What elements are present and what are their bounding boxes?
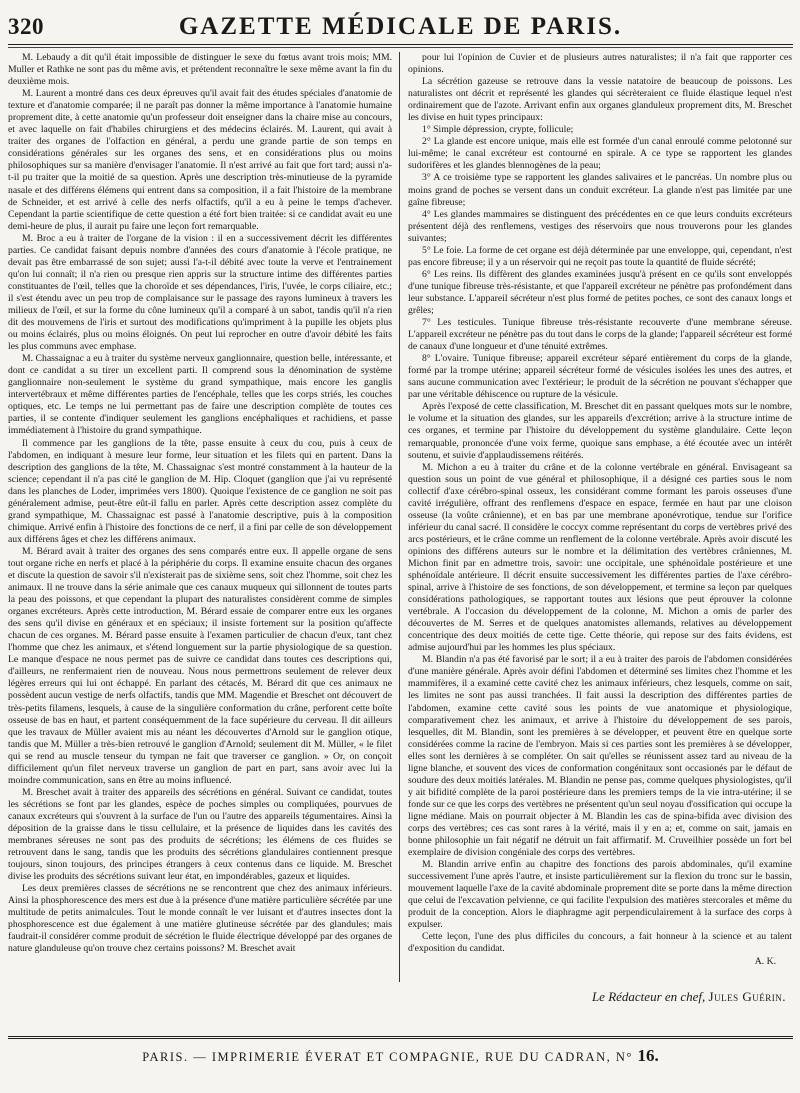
column-divider (399, 52, 400, 982)
list-item: 5° Le foie. La forme de cet organe est déjà déterminée par une enveloppe, qui, cependant, n'est pas encore fibreuse; il y a un réservoir qui ne reçoit pas toute la quantité de fluide sécrété; (408, 244, 792, 268)
paragraph: M. Bérard avait à traiter des organes des sens comparés entre eux. Il appelle organe de sens tout organe riche en nerfs et placé à la périphérie du corps. Il examine ensuite chacun des organes et discute la question de savoir s'il n'existerait pas de sixième sens, soit chez l'homme, soit chez les animaux. Il ne trouve dans la série animale que ces canaux muqueux qui sillonnent de toutes parts la peau des poissons, et que cependant la plupart des naturalistes considèrent comme de simples organes excréteurs. Après cette introduction, M. Bérard essaie de comparer entre eux les organes des sens qu'il divise en généraux et en spéciaux; il insiste fortement sur la position qu'affecte chacun de ces organes. M. Bérard passe ensuite à l'examen particulier de chacun d'eux, tant chez l'homme que chez les animaux, et s'étend longuement sur la partie physiologique de sa question. Le manque d'espace ne nous permet pas de suivre ce candidat dans toutes ces descriptions qui, d'ailleurs, ne renfermaient rien de nouveau. Nous nous permettrons seulement de relever deux légères erreurs qui lui ont échappé. En parlant des cétacés, M. Bérard dit que ces animaux ne possèdent aucun vestige de nerfs olfactifs, tandis que MM. Magendie et Breschet ont découvert de très-petits filamens, lesquels, à cause de la singulière conformation du crâne, perforent cette boîte osseuse de bas en haut, et partent conséquemment de la face supérieure du cerveau. Il dit ailleurs que les travaux de Müller avaient mis au néant les découvertes d'Arnold sur le ganglion otique, tandis que M. Müller a très-bien retrouvé le ganglion d'Arnold; seulement dit M. Müller, « le filet qui se rend au muscle tenseur du tympan ne fait que traverser ce ganglion. » Or, on conçoit difficilement qu'un filet nerveux traverse un ganglion de part en part, sans avoir avec lui la moindre communication, sans en être au moins influencé. (8, 545, 392, 786)
header-rule (8, 47, 793, 48)
footer-printer: — IMPRIMERIE ÉVERAT ET COMPAGNIE, RUE DU CADRAN, N° (193, 1050, 633, 1064)
paragraph: Il commence par les ganglions de la tête, passe ensuite à ceux du cou, puis à ceux de l'abdomen, en indiquant à mesure leur forme, leur situation et les filets qui en partent. Dans la description des ganglions de la tête, M. Chassaignac s'est montré constamment à la hauteur de la science; cependant il n'a pas cité le ganglion de M. Hip. Cloquet (ganglion que j'ai vu représenté dans les planches de Loder, imprimées vers 1800). Quoique l'existence de ce ganglion ne soit pas généralement admise, peut-être eût-il fallu en parler. Après cette description assez complète du grand sympathique, M. Chassaignac est passé à l'anatomie descriptive, puis à la composition chimique. Arrivé enfin à l'histoire des fonctions de ce nerf, il a fini par celle de son développement aux différens âges et chez les différens animaux. (8, 437, 392, 545)
list-item: 6° Les reins. Ils diffèrent des glandes examinées jusqu'à présent en ce qu'ils sont enveloppés d'une tunique fibreuse très-résistante, et que l'appareil excréteur ne pénètre pas profondément dans leur substance. L'appareil sécréteur n'est plus formé de petites poches, ce sont des canaux longs et grêles; (408, 268, 792, 316)
list-item: 3° A ce troisième type se rapportent les glandes salivaires et le pancréas. Un nombre plus ou moins grand de poches se versent dans un conduit excréteur. La glande n'est pas limitée par une gaîne fibreuse; (408, 172, 792, 208)
page-number: 320 (8, 14, 44, 39)
list-item: 2° La glande est encore unique, mais elle est formée d'un canal enroulé comme pelotonné sur lui-même; le canal excréteur est contourné en spirale. A ce type se rapportent les glandes sudorifères et les glandes blennogènes de la peau; (408, 136, 792, 172)
paragraph: La sécrétion gazeuse se retrouve dans la vessie natatoire de beaucoup de poissons. Les naturalistes ont décrit et représenté les glandes qui sécrèteraient ce fluide élastique lequel n'est ordinairement que de l'azote. Arrivant enfin aux organes glanduleux proprement dits, M. Breschet les divise en huit types principaux: (408, 76, 792, 124)
left-column (8, 52, 392, 982)
paragraph: M. Blandin arrive enfin au chapitre des fonctions des parois abdominales, qu'il examine successivement l'une après l'autre, et insiste particulièrement sur la flexion du tronc sur le bassin, mouvement laquelle l'axe de la cavité abdominale proprement dite se porte dans la même direction que celui de l'excavation pelvienne, ce qui facilite l'expulsion des matières stercorales et même du produit de la conception. Alors le diaphragme agit perpendiculairement à la surface des corps à expulser. (408, 859, 792, 931)
page-header (8, 10, 793, 45)
list-item: 4° Les glandes mammaires se distinguent des précédentes en ce que leurs conduits excréteurs présentent déjà des renflemens, vestiges des réservoirs que nous trouverons pour les glandes suivantes; (408, 208, 792, 244)
list-item: 7° Les testicules. Tunique fibreuse très-résistante recouverte d'une membrane séreuse. L'appareil excréteur ne pénètre pas du tout dans le corps de la glande; l'appareil sécréteur est formé de canaux d'une longueur et d'une ténuité extrêmes. (408, 317, 792, 353)
footer-rule (8, 1036, 793, 1039)
list-item: 1° Simple dépression, crypte, follicule; (422, 124, 574, 136)
right-column (408, 52, 792, 982)
footer-city: PARIS. (142, 1050, 189, 1064)
paragraph: Cette leçon, l'une des plus difficiles du concours, a fait honneur à la science et au talent d'exposition du candidat. (408, 931, 792, 955)
editor-signature (592, 989, 786, 1005)
author-initials: A. K. (754, 955, 776, 967)
paragraph: M. Breschet avait à traiter des appareils des sécrétions en général. Suivant ce candidat, toutes les sécrétions se font par les glandes, espèce de poches simples ou compliquées, pourvues de canaux excréteurs qui s'ouvrent à la surface de l'un ou l'autre des appareils tégumentaires. Ainsi la déposition de la graisse dans le tissu cellulaire, et la présence de liquides dans les cavités des membranes séreuses ne sont pas des produits de sécrétions; les élémens de ces fluides se retrouvent dans le sang, tandis que les produits des sécrétions glandulaires contiennent presque toujours, sinon toujours, des principes étrangers à ceux contenus dans ce liquide. M. Breschet divise les produits des sécrétions suivant leur état, en impondérables, gazeux et liquides. (8, 786, 392, 883)
paragraph: M. Michon a eu à traiter du crâne et de la colonne vertébrale en général. Envisageant sa question sous un point de vue général et philosophique, il a désigné ces parties sous le nom collectif d'axe cérébro-spinal osseux, les considérant comme formant les parois osseuses d'une cavité irrégulière, offrant des renflemens d'espace en espace, fermée en haut par une cloison osseuse (la voûte crânienne), et en bas par une membrane aponévrotique, tendue sur l'orifice inférieur du canal sacré. Il considère le coccyx comme représentant du corps de vertèbres privé des arcs postérieurs, et le crâne comme un renflement de la colonne vertébrale. Après avoir discuté les opinions des différens auteurs sur le nombre et la délimitation des vertèbres crâniennes, M. Michon finit par en admettre trois, savoir: une occipitale, une sphénoïdale postérieure et une sphénoïdale antérieure. Il décrit ensuite successivement les différentes parties de l'axe cérébro-spinal, arrive à l'histoire de ses fonctions, de son développement, et termine sa leçon par quelques considérations pathologiques, se rapportant toutes aux lésions que peut éprouver la colonne vertébrale. A l'occasion du développement de la colonne, M. Michon a omis de parler des découvertes de M. Serres et de quelques anatomistes allemands, relatives au développement concentrique des deux moitiés de cette tige. Cette théorie, qui repose sur des faits évidens, est admise aujourd'hui par les hommes les plus spéciaux. (408, 461, 792, 654)
paragraph: Les deux premières classes de sécrétions ne se rencontrent que chez des animaux inférieurs. Ainsi la phosphorescence des mers est due à la présence d'une matière particulière sécrétée par une multitude de petits animalcules. Tout le monde connaît le ver luisant et d'autres insectes dont la phosphorescence est due également à une matière glutineuse sécrétée par des glandules; mais faudrait-il considérer comme produit de sécrétion le fluide électrique développé par des organes de nature glanduleuse qu'on trouve chez certains poissons? M. Breschet avait (8, 883, 392, 955)
paragraph: M. Laurent a montré dans ces deux épreuves qu'il avait fait des études spéciales d'anatomie de texture et d'anatomie comparée; il ne paraît pas donner la même importance à l'anatomie humaine proprement dite, à cette anatomie qu'un professeur doit enseigner dans la chaire mise au concours, et avec laquelle on fait d'habiles chirurgiens et des médecins éclairés. M. Laurent, qui avait à traiter des organes de l'olfaction en général, a perdu une grande partie de son temps en considérations générales sur les organes des sens, et en considérations plus ou moins philosophiques sur sa manière d'envisager l'anatomie. Il n'est arrivé au fait que fort tard; aussi n'a-t-il pu traiter que la moitié de sa question. Après une description très-minutieuse de la pyramide nasale et des différens élémens qui entrent dans sa composition, il a fait l'histoire de la membrane de Schneider, et est arrivé à celle des nerfs olfactifs, qu'il a eu à peine le temps d'achever. Cependant la partie scientifique de cette question a été fort bien traitée: si ce candidat avait eu une demi-heure de plus, il aurait pu faire une leçon fort remarquable. (8, 88, 392, 232)
paragraph: M. Lebaudy a dit qu'il était impossible de distinguer le sexe du fœtus avant trois mois; MM. Muller et Rathke ne sont pas du même avis, et prétendent reconnaître le sexe même avant la fin du deuxième mois. (8, 52, 392, 88)
paragraph: pour lui l'opinion de Cuvier et de plusieurs autres naturalistes; il n'a fait que rapporter ces opinions. (408, 52, 792, 76)
list-item: 8° L'ovaire. Tunique fibreuse; appareil excréteur séparé entièrement du corps de la glande, formé par la trompe utérine; appareil sécréteur formé de vésicules isolées les unes des autres, et sans aucune communication avec l'extérieur; le produit de la sécrétion ne pouvant s'échapper que par une véritable déhiscence ou rupture de la vésicule. (408, 353, 792, 401)
paragraph: M. Broc a eu à traiter de l'organe de la vision : il en a successivement décrit les différentes parties. Ce candidat faisant depuis nombre d'années des cours d'anatomie à l'école pratique, ne devait pas être embarrassé de son sujet; aussi l'a-t-il débité avec toute la verve et l'entrainement qu'on lui connaît; il n'a rien ou presque rien appris sur la structure intime des différentes parties constituantes de l'œil, telles que la choroïde et ses dépendances, l'iris, l'uvée, le corps ciliaire, etc.; il s'est étendu avec un peu trop de complaisance sur le passage des rayons lumineux à travers les milieux de l'œil, et sur la forme du cône lumineux qu'il a comparé à un sabot, tandis qu'il n'a rien dit des mouvemens de l'iris et surtout des modifications qu'impriment à la pupille les objets plus ou moins éclairés, plus ou moins éloignés. On peut lui reprocher en outre d'avoir débité les faits les plus communs avec emphase. (8, 232, 392, 353)
journal-title: GAZETTE MÉDICALE DE PARIS. (178, 13, 623, 40)
signoff (408, 985, 792, 1015)
footer-issue-number: 16. (637, 1046, 659, 1065)
printer-footer (8, 1046, 793, 1072)
paragraph: M. Blandin n'a pas été favorisé par le sort; il a eu à traiter des parois de l'abdomen considérées d'une manière générale. Après avoir défini l'abdomen et déterminé ses limites chez l'homme et les mammifères, il a examiné cette cavité chez les animaux inférieurs, chez lesquels, comme on sait, les limites ne sont pas aussi tranchées. Il fait aussi la description des différentes parties de l'abdomen, examine cette cavité sous les points de vue anatomique et physiologique, comparativement chez les animaux, et arrive à l'histoire du développement de ses parois, lesquelles, dit M. Blandin, sont les premières à se développer, et peuvent être en quelque sorte considérées comme la racine de l'embryon. Mais si ces parties sont les premières à se développer, elles sont les dernières à se compléter. On sait qu'elles se réunissent assez tard au niveau de la ligne blanche, et souvent des vices de conformation congénitaux sont occasionés par le défaut de soudure des deux moitiés latérales. M. Blandin ne pense pas, comme quelques physiologistes, qu'il y ait bifidité complète de la paroi postérieure dans les premiers temps de la vie intra-utérine; il se fonde sur ce que les corps des vertèbres ne présentent qu'un seul noyau d'ossification qui occupe la ligne médiane. Mais on pourrait objecter à M. Blandin les cas de spina-bifida avec division des corps des vertèbres; ces cas sont rares à la vérité, mais il y en a; et, comme on sait, jamais en bonne philosophie un fait négatif ne détruit un fait affirmatif. M. Cruveilhier possède un fort bel exemplaire de division congéniale des corps des vertèbres. (408, 654, 792, 859)
paragraph: Après l'exposé de cette classification, M. Breschet dit en passant quelques mots sur le nombre, le volume et la situation des glandes, sur les appareils d'excrétion; arrive à la structure intime de ces organes, et termine par l'histoire du développement du système glandulaire. Cette leçon remarquable, prononcée d'une voix ferme, quoique sans emphase, a été écoutée avec un intérêt soutenu, et suivie d'applaudissemens réitérés. (408, 401, 792, 461)
paragraph: M. Chassaignac a eu à traiter du système nerveux ganglionnaire, question belle, intéressante, et dont ce candidat a su tirer un excellent parti. Il comprend sous la dénomination de système ganglionnaire non-seulement le système du grand sympathique, mais encore les ganglis intervertébraux et même différentes parties de l'encéphale, telles que les corps striés, les couches optiques, etc. Le temps ne lui permettant pas de faire une description complète de toutes ces parties, il se contente d'indiquer seulement les ganglions encéphaliques et rachidiens, et passe immédiatement à l'histoire du grand sympathique. (8, 353, 392, 437)
editor-name: Jules Guérin. (708, 989, 786, 1004)
editor-prefix: Le Rédacteur en chef, (591, 989, 706, 1004)
